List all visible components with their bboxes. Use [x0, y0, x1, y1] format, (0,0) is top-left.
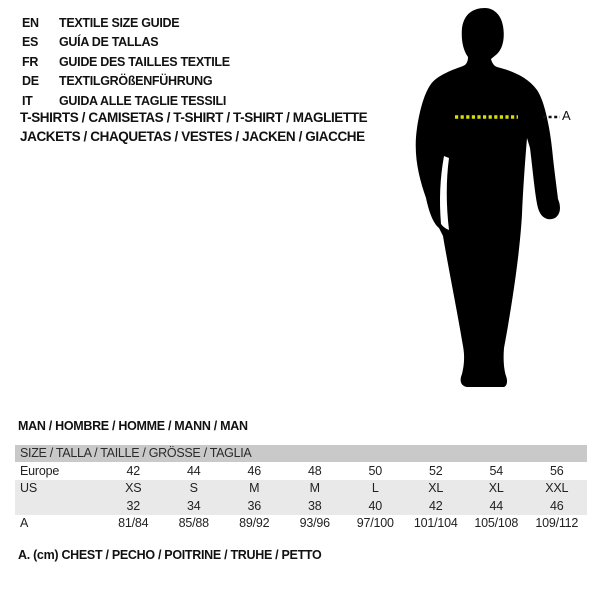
size-cell: L — [371, 481, 379, 496]
size-cell: 56 — [549, 463, 564, 478]
size-cell: XXL — [545, 481, 569, 496]
size-cell: 81/84 — [118, 516, 149, 531]
language-title: GUIDA ALLE TAGLIE TESSILI — [59, 93, 227, 108]
size-cell: 97/100 — [356, 516, 394, 531]
size-table-row — [15, 515, 587, 533]
language-code: EN — [22, 15, 39, 30]
size-cell: 46 — [549, 498, 564, 513]
size-cell: 46 — [247, 463, 261, 478]
size-cell: 44 — [186, 463, 201, 478]
size-cell: M — [249, 481, 260, 496]
language-row — [22, 13, 230, 33]
language-list — [22, 13, 230, 111]
language-row — [22, 52, 230, 72]
size-cell: 89/92 — [239, 516, 270, 531]
language-code: FR — [22, 54, 39, 69]
size-cell: 42 — [126, 463, 140, 478]
size-cell: 32 — [126, 498, 140, 513]
size-cell: XL — [488, 481, 504, 496]
language-code: IT — [22, 93, 33, 108]
language-title: GUÍA DE TALLAS — [59, 35, 159, 50]
language-row — [22, 72, 230, 92]
size-cell: 40 — [368, 498, 382, 513]
size-cell: M — [309, 481, 320, 496]
language-code: ES — [22, 35, 39, 50]
size-table-row — [15, 480, 587, 498]
size-cell: XS — [125, 481, 142, 496]
size-cell: 44 — [489, 498, 503, 513]
size-cell: 48 — [307, 463, 322, 478]
size-table-body — [15, 462, 587, 532]
size-cell: 38 — [307, 498, 322, 513]
language-title: TEXTILGRÖßENFÜHRUNG — [59, 74, 213, 89]
man-silhouette-svg — [405, 0, 570, 400]
language-code: DE — [22, 74, 39, 89]
row-label: A — [20, 516, 29, 531]
size-cell: 42 — [428, 498, 443, 513]
size-cell: 34 — [186, 498, 201, 513]
size-cell: 50 — [368, 463, 382, 478]
size-cell: 109/112 — [535, 516, 579, 531]
size-table — [15, 445, 587, 532]
size-cell: 105/108 — [474, 516, 519, 531]
size-cell: 54 — [489, 463, 503, 478]
language-row — [22, 33, 230, 53]
category-lines — [20, 109, 367, 146]
size-cell: 101/104 — [413, 516, 458, 531]
row-label: US — [20, 481, 37, 496]
size-cell: S — [189, 481, 198, 496]
size-table-header: SIZE / TALLA / TAILLE / GRÖSSE / TAGLIA — [15, 445, 587, 462]
measurement-footnote: A. (cm) CHEST / PECHO / POITRINE / TRUHE / PETTO — [18, 548, 322, 562]
size-cell: 52 — [428, 463, 443, 478]
measure-label-a: A — [562, 108, 571, 123]
size-cell: 36 — [247, 498, 261, 513]
size-table-row — [15, 462, 587, 480]
language-title: TEXTILE SIZE GUIDE — [59, 15, 180, 30]
man-figure — [405, 0, 585, 400]
size-cell: XL — [428, 481, 444, 496]
language-title: GUIDE DES TAILLES TEXTILE — [59, 54, 230, 69]
section-title-man: MAN / HOMBRE / HOMME / MANN / MAN — [18, 419, 248, 433]
size-cell: 93/96 — [299, 516, 330, 531]
size-table-row — [15, 497, 587, 515]
row-label: Europe — [20, 463, 60, 478]
category-tshirts: T-SHIRTS / CAMISETAS / T-SHIRT / T-SHIRT / MAGLIETTE — [20, 110, 368, 125]
category-jackets: JACKETS / CHAQUETAS / VESTES / JACKEN / GIACCHE — [20, 128, 365, 144]
language-row — [22, 91, 230, 111]
silhouette-path — [416, 8, 560, 387]
size-cell: 85/88 — [178, 516, 209, 531]
